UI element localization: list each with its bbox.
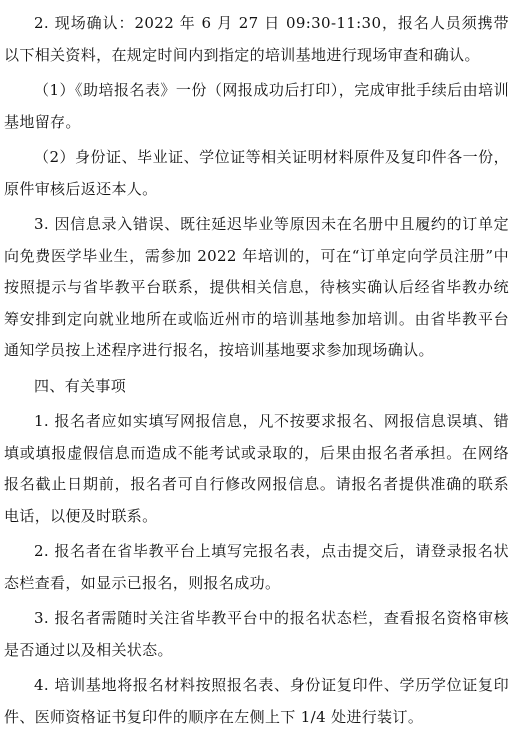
section-heading: 四、有关事项 (34, 376, 127, 395)
paragraph-onsite-confirmation: 2. 现场确认：2022 年 6 月 27 日 09:30-11:30，报名人员须携带以下相关资料，在规定时间内到指定的培训基地进行现场审查和确认。 (4, 14, 509, 64)
paragraph-registration-form: （1）《助培报名表》一份（网报成功后打印），完成审批手续后由培训基地留存。 (4, 81, 509, 131)
list-item: 2. 报名者在省毕教平台上填写完报名表，点击提交后，请登录报名状态栏查看，如显示已报名，则报名成功。 (4, 542, 509, 592)
paragraph-order-directed-graduates: 3. 因信息录入错误、既往延迟毕业等原因未在名册中且履约的订单定向免费医学毕业生，需参加 2022 年培训的，可在“订单定向学员注册”中按照提示与省毕教平台联系，提供相关信息，待核实确认后经省毕教办统筹安排到定向就业地所在或临近州市的培训基地参加培训。由省毕教平台通知学员按上述程序进行报名，按培训基地要求参加现场确认。 (4, 215, 509, 359)
list-item: 1. 报名者应如实填写网报信息，凡不按要求报名、网报信息误填、错填或填报虚假信息而造成不能考试或录取的，后果由报名者承担。在网络报名截止日期前，报名者可自行修改网报信息。请报名者提供准确的联系电话，以便及时联系。 (4, 412, 509, 525)
list-item: 3. 报名者需随时关注省毕教平台中的报名状态栏，查看报名资格审核是否通过以及相关状态。 (4, 609, 509, 659)
list-item: 4. 培训基地将报名材料按照报名表、身份证复印件、学历学位证复印件、医师资格证书复印件的顺序在左侧上下 1/4 处进行装订。 (4, 676, 509, 726)
paragraph-id-documents: （2）身份证、毕业证、学位证等相关证明材料原件及复印件各一份，原件审核后返还本人。 (4, 148, 509, 198)
